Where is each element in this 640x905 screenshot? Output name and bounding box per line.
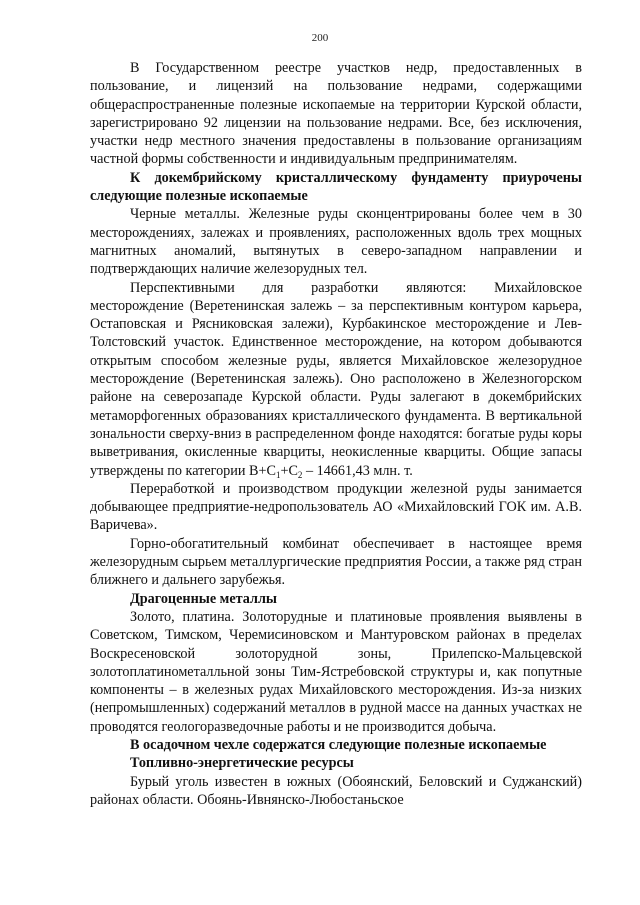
paragraph-gok: Горно-обогатительный комбинат обеспечивает в настоящее время железорудным сырьем металлургические предприятия России, а также ряд стран ближнего и дальнего зарубежья. bbox=[90, 535, 582, 589]
paragraph-ferrous-metals: Черные металлы. Железные руды сконцентрированы более чем в 30 месторождениях, залежах и проявлениях, расположенных вдоль трех мощных магнитных аномалий, вытянутых в северо-западном направлении и подтверждающих наличие железорудных тел. bbox=[90, 206, 582, 278]
heading-fuel-energy: Топливно-энергетические ресурсы bbox=[130, 755, 354, 772]
document-body bbox=[90, 59, 582, 809]
reserve-total: – 14661,43 млн. т. bbox=[302, 462, 413, 479]
paragraph-producer: Переработкой и производством продукции железной руды занимается добывающее предприятие-недропользователь АО «Михайловский ГОК им. А.В. Варичева». bbox=[90, 480, 582, 534]
heading-sedimentary-cover: В осадочном чехле содержатся следующие полезные ископаемые bbox=[130, 736, 547, 753]
deposits-text: Перспективными для разработки являются: Михайловское месторождение (Веретенинская залежь – за перспективным контуром карьера, Остаповская и Рясниковская залежи), Курбакинское месторождение и Лев-Толстовский участок. Единственное месторождение, на котором добываются открытым способом железные руды, является Михайловское железорудное месторождение (Веретенинская залежь). Оно расположено в Железногорском районе на северозападе Курской области. Руды залегают в докембрийских метаморфогенных образованиях кристаллического фундамента. В вертикальной зональности сверху-вниз в распределенном фонде находятся: богатые руды коры выветривания, окисленные кварциты, неокисленные кварциты. Общие запасы утверждены по категории bbox=[90, 279, 582, 479]
paragraph-gold-platinum: Золото, платина. Золоторудные и платиновые проявления выявлены в Советском, Тимском, Черемисиновском и Мантуровском районах в пределах Воскресеновской золоторудной зоны, Прилепско-Мальцевской золотоплатинометалльной зоны Тим-Ястребовской структуры и, как попутные компоненты – в железных рудах Михайловского месторождения. Из-за низких (непромышленных) содержаний металлов в рудной массе на данных участках не проводятся геологоразведочные работы и не производится добыча. bbox=[90, 608, 582, 735]
page-number: 200 bbox=[311, 32, 329, 44]
heading-precambrian: К докембрийскому кристаллическому фундаменту приурочены следующие полезные ископаемые bbox=[90, 169, 582, 205]
paragraph-brown-coal: Бурый уголь известен в южных (Обоянский, Беловский и Суджанский) районах области. Обоянь-Ивнянско-Любостаньское bbox=[90, 773, 582, 808]
paragraph-deposits bbox=[90, 279, 582, 480]
reserve-category-formula: $В+С_1+С_2$ bbox=[249, 462, 303, 480]
heading-precious-metals: Драгоценные металлы bbox=[130, 590, 277, 607]
paragraph-registry: В Государственном реестре участков недр, предоставленных в пользование, и лицензий на пользование недрами, содержащими общераспространенные полезные ископаемые на территории Курской области, зарегистрировано 92 лицензии на пользование недрами. Все, без исключения, участки недр местного значения предоставлены в пользование организациям частной формы собственности и индивидуальным предпринимателям. bbox=[90, 60, 582, 168]
